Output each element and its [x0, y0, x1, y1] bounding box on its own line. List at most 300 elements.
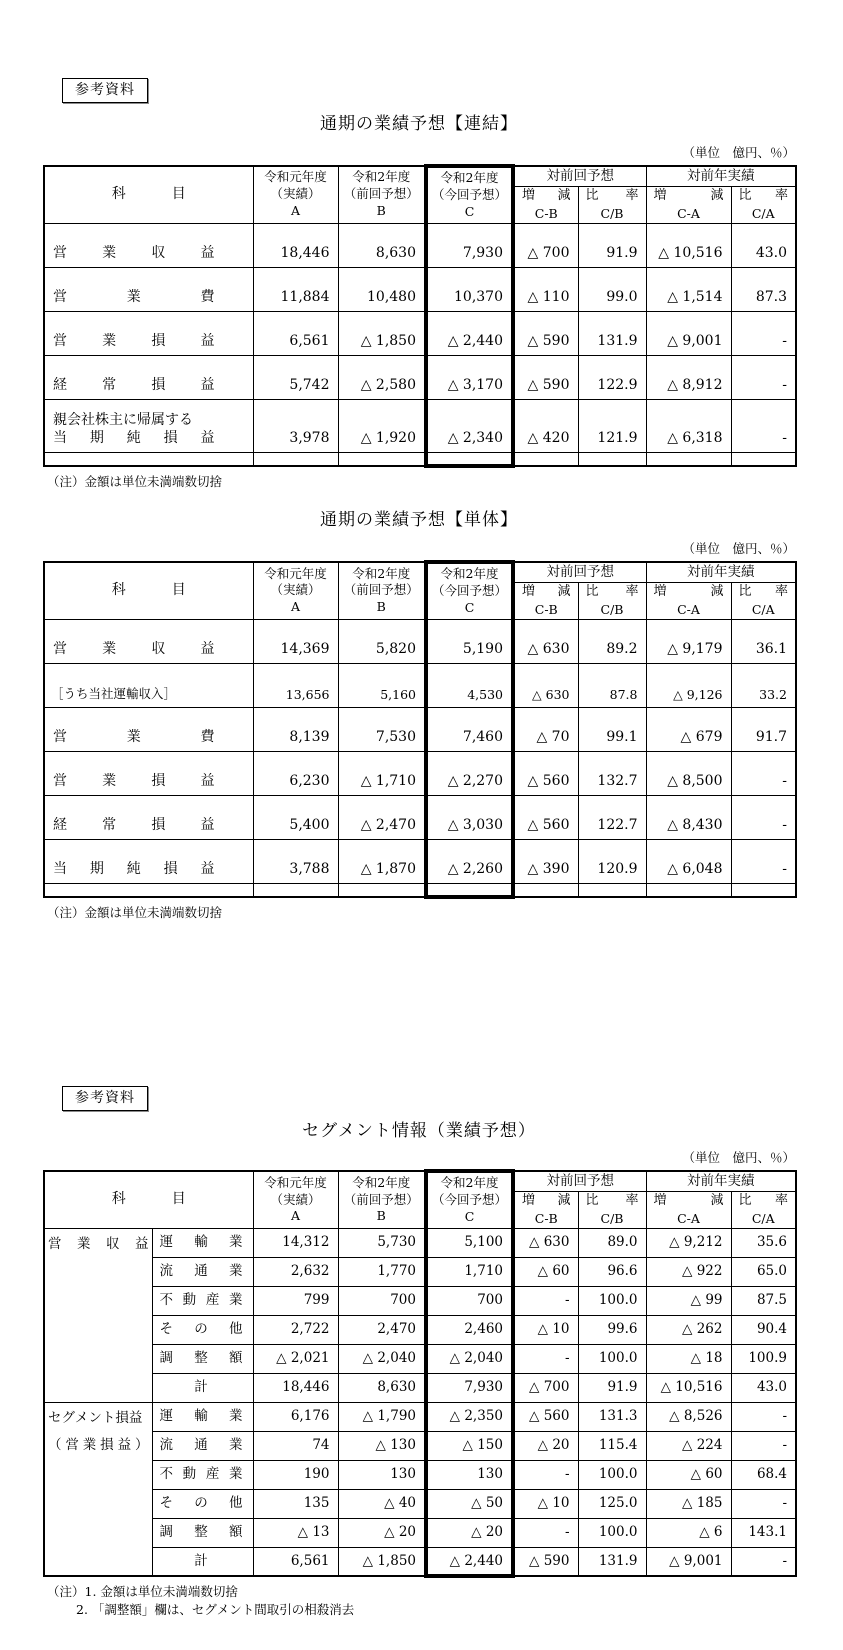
header-sub-top: 比 率	[738, 1192, 788, 1208]
value-cell: △ 2,350	[426, 1402, 513, 1431]
header-item-label: 科 目	[111, 582, 186, 599]
row-label	[44, 399, 253, 452]
header-sub-top: 比 率	[738, 187, 788, 203]
value-cell: 115.4	[578, 1431, 646, 1460]
value-cell: -	[513, 1518, 578, 1547]
header-band-0: 対前回予想	[513, 166, 646, 186]
value-cell: △ 70	[513, 707, 578, 751]
value-cell: △ 8,912	[646, 355, 731, 399]
value-cell: 14,312	[253, 1228, 338, 1257]
value-cell: △ 60	[513, 1257, 578, 1286]
spacer-row	[44, 452, 796, 466]
table-row	[44, 751, 796, 795]
segment-label	[152, 1228, 253, 1257]
row-label-text: 営 業 損 益	[53, 773, 215, 790]
value-cell: 7,460	[426, 707, 513, 751]
value-cell: 14,369	[253, 619, 338, 663]
value-cell: 99.0	[578, 267, 646, 311]
value-cell: 131.9	[578, 1547, 646, 1576]
value-cell: △ 9,001	[646, 311, 731, 355]
value-cell: 18,446	[253, 223, 338, 267]
value-cell: 18,446	[253, 1373, 338, 1402]
value-cell: 130	[338, 1460, 426, 1489]
spacer-cell	[646, 883, 731, 897]
header-sub-c-b	[513, 186, 578, 223]
header-sub-code: C/A	[751, 1211, 775, 1227]
segment-label	[152, 1286, 253, 1315]
row-label-line1: 親会社株主に帰属する	[53, 411, 193, 428]
segment-label	[152, 1518, 253, 1547]
value-cell: 8,630	[338, 223, 426, 267]
value-cell: △ 262	[646, 1315, 731, 1344]
table-row	[44, 619, 796, 663]
segment-label-text: 運 輸 業	[159, 1408, 243, 1425]
header-sub-code: C/A	[751, 601, 775, 617]
value-cell: 130	[426, 1460, 513, 1489]
segment-label	[152, 1373, 253, 1402]
header-sub-code: C-A	[677, 1211, 700, 1227]
row-label-text: 経 常 損 益	[53, 377, 215, 393]
segment-label	[152, 1431, 253, 1460]
value-cell: 33.2	[731, 663, 796, 707]
value-cell: △ 2,440	[426, 1547, 513, 1576]
value-cell: △ 1,850	[338, 311, 426, 355]
spacer-cell	[253, 452, 338, 466]
value-cell: 700	[426, 1286, 513, 1315]
value-cell: 7,530	[338, 707, 426, 751]
header-sub-ca	[731, 1191, 796, 1228]
spacer-cell	[338, 452, 426, 466]
value-cell: 132.7	[578, 751, 646, 795]
value-cell: 799	[253, 1286, 338, 1315]
header-band-1: 対前年実績	[646, 166, 796, 186]
header-sub-top: 増 減	[653, 187, 724, 203]
value-cell: △ 40	[338, 1489, 426, 1518]
value-cell: △ 9,001	[646, 1547, 731, 1576]
group-label-line2: （ 営 業 損 益 ）	[48, 1436, 149, 1453]
segment-label-text: 調 整 額	[159, 1350, 243, 1367]
header-sub-top: 比 率	[738, 583, 788, 599]
header-sub-ca	[731, 582, 796, 619]
header-sub-top: 増 減	[522, 187, 571, 203]
value-cell: -	[731, 839, 796, 883]
value-cell: △ 700	[513, 1373, 578, 1402]
row-label	[44, 839, 253, 883]
header-band-0: 対前回予想	[513, 562, 646, 582]
reference-material-box: 参考資料	[62, 1086, 148, 1111]
value-cell: △ 9,212	[646, 1228, 731, 1257]
value-cell: 5,100	[426, 1228, 513, 1257]
value-cell: △ 2,260	[426, 839, 513, 883]
value-cell: 100.0	[578, 1344, 646, 1373]
value-cell: -	[513, 1286, 578, 1315]
value-cell: △ 1,870	[338, 839, 426, 883]
table-row	[44, 223, 796, 267]
value-cell: △ 10	[513, 1315, 578, 1344]
segment-information-table	[43, 1169, 797, 1578]
row-label-text: 経 常 損 益	[53, 817, 215, 834]
value-cell: 125.0	[578, 1489, 646, 1518]
value-cell: △ 8,526	[646, 1402, 731, 1431]
value-cell: △ 2,040	[426, 1344, 513, 1373]
header-sub-ca	[731, 186, 796, 223]
table-row	[44, 267, 796, 311]
value-cell: 6,561	[253, 311, 338, 355]
value-cell: 5,160	[338, 663, 426, 707]
table-row	[44, 839, 796, 883]
nonconsolidated-table-note: （注）金額は単位未満端数切捨	[47, 905, 223, 921]
segment-label-text: 流 通 業	[159, 1263, 243, 1280]
value-cell: △ 150	[426, 1431, 513, 1460]
value-cell: △ 922	[646, 1257, 731, 1286]
header-sub-code: C/B	[600, 205, 624, 221]
header-year-c: 令和2年度 （今回予想） C	[426, 166, 513, 223]
group-label-line1: セグメント損益	[48, 1409, 143, 1426]
table-row	[44, 1431, 796, 1460]
value-cell: 1,710	[426, 1257, 513, 1286]
header-sub-top: 増 減	[522, 583, 571, 599]
segment-table-notes	[47, 1583, 843, 1619]
value-cell: △ 6,048	[646, 839, 731, 883]
value-cell: △ 2,340	[426, 399, 513, 452]
value-cell: △ 13	[253, 1518, 338, 1547]
table-row	[44, 1460, 796, 1489]
row-label	[44, 267, 253, 311]
header-sub-top: 比 率	[585, 187, 639, 203]
value-cell: 121.9	[578, 399, 646, 452]
spacer-cell	[426, 452, 513, 466]
header-band-1: 対前年実績	[646, 562, 796, 582]
value-cell: △ 1,920	[338, 399, 426, 452]
row-label	[44, 619, 253, 663]
header-year-a: 令和元年度 （実績） A	[253, 562, 338, 619]
value-cell: -	[731, 399, 796, 452]
value-cell: △ 2,021	[253, 1344, 338, 1373]
value-cell: △ 10	[513, 1489, 578, 1518]
value-cell: 68.4	[731, 1460, 796, 1489]
header-year-a: 令和元年度 （実績） A	[253, 166, 338, 223]
row-label	[44, 663, 253, 707]
header-sub-code: C/B	[600, 601, 624, 617]
segment-label-text: 計	[194, 1379, 208, 1396]
value-cell: △ 10,516	[646, 223, 731, 267]
table-row	[44, 311, 796, 355]
segment-label-text: そ の 他	[159, 1321, 243, 1338]
row-label	[44, 311, 253, 355]
segment-label	[152, 1489, 253, 1518]
value-cell: 120.9	[578, 839, 646, 883]
group-label-line1: 営 業 収 益	[48, 1235, 149, 1252]
value-cell: 36.1	[731, 619, 796, 663]
unit-note: （単位 億円、％）	[682, 541, 795, 557]
value-cell: 91.9	[578, 223, 646, 267]
value-cell: △ 1,850	[338, 1547, 426, 1576]
segment-label	[152, 1547, 253, 1576]
value-cell: 5,190	[426, 619, 513, 663]
header-band-0: 対前回予想	[513, 1171, 646, 1191]
table-row	[44, 1228, 796, 1257]
segment-label-text: 不 動 産 業	[159, 1292, 243, 1309]
header-item	[44, 1171, 253, 1228]
header-sub-code: C/B	[600, 1211, 624, 1227]
value-cell: 100.0	[578, 1518, 646, 1547]
value-cell: 7,930	[426, 1373, 513, 1402]
value-cell: 5,730	[338, 1228, 426, 1257]
segment-label-text: 計	[194, 1553, 208, 1570]
header-sub-top: 増 減	[653, 583, 724, 599]
header-sub-code: C-B	[534, 205, 558, 221]
consolidated-forecast-title: 通期の業績予想【連結】	[320, 114, 518, 134]
value-cell: △ 2,470	[338, 795, 426, 839]
header-item-label: 科 目	[111, 1191, 186, 1208]
value-cell: △ 10,516	[646, 1373, 731, 1402]
segment-label	[152, 1257, 253, 1286]
table-row	[44, 1489, 796, 1518]
group-label	[44, 1228, 152, 1402]
value-cell: 96.6	[578, 1257, 646, 1286]
header-sub-cb	[578, 1191, 646, 1228]
value-cell: -	[731, 1431, 796, 1460]
value-cell: △ 560	[513, 1402, 578, 1431]
value-cell: 87.3	[731, 267, 796, 311]
spacer-cell	[646, 452, 731, 466]
value-cell: 43.0	[731, 1373, 796, 1402]
value-cell: △ 2,580	[338, 355, 426, 399]
value-cell: △ 50	[426, 1489, 513, 1518]
table-row	[44, 663, 796, 707]
value-cell: 190	[253, 1460, 338, 1489]
value-cell: 89.0	[578, 1228, 646, 1257]
header-sub-code: C-B	[534, 601, 558, 617]
value-cell: 8,630	[338, 1373, 426, 1402]
value-cell: 131.9	[578, 311, 646, 355]
spacer-cell	[731, 883, 796, 897]
header-year-b: 令和2年度 （前回予想） B	[338, 166, 426, 223]
row-label	[44, 751, 253, 795]
value-cell: -	[731, 1489, 796, 1518]
header-item	[44, 166, 253, 223]
value-cell: △ 390	[513, 839, 578, 883]
value-cell: -	[731, 1402, 796, 1431]
value-cell: △ 1,790	[338, 1402, 426, 1431]
value-cell: 2,460	[426, 1315, 513, 1344]
spacer-cell	[578, 452, 646, 466]
value-cell: 10,480	[338, 267, 426, 311]
table-row	[44, 399, 796, 452]
header-item	[44, 562, 253, 619]
consolidated-table-note: （注）金額は単位未満端数切捨	[47, 474, 223, 489]
header-item-label: 科 目	[111, 186, 186, 202]
header-year-a: 令和元年度 （実績） A	[253, 1171, 338, 1228]
segment-label-text: そ の 他	[159, 1495, 243, 1512]
value-cell: △ 2,270	[426, 751, 513, 795]
value-cell: 5,820	[338, 619, 426, 663]
header-sub-code: C/A	[751, 205, 775, 221]
value-cell: 6,176	[253, 1402, 338, 1431]
value-cell: -	[731, 795, 796, 839]
reference-material-wrap	[62, 1086, 843, 1111]
reference-material-wrap	[62, 0, 843, 103]
spacer-cell	[44, 452, 253, 466]
value-cell: 2,470	[338, 1315, 426, 1344]
row-label-text: 営 業 収 益	[53, 641, 215, 658]
table-row	[44, 1257, 796, 1286]
row-label	[44, 795, 253, 839]
value-cell: 5,742	[253, 355, 338, 399]
value-cell: 8,139	[253, 707, 338, 751]
header-sub-top: 増 減	[653, 1192, 724, 1208]
value-cell: △ 20	[338, 1518, 426, 1547]
spacer-cell	[253, 883, 338, 897]
row-label-line2: 当 期 純 損 益	[53, 430, 215, 446]
value-cell: 2,632	[253, 1257, 338, 1286]
value-cell: 89.2	[578, 619, 646, 663]
value-cell: 131.3	[578, 1402, 646, 1431]
value-cell: 90.4	[731, 1315, 796, 1344]
value-cell: 100.0	[578, 1286, 646, 1315]
value-cell: 3,788	[253, 839, 338, 883]
value-cell: △ 3,030	[426, 795, 513, 839]
table-row	[44, 1518, 796, 1547]
value-cell: △ 18	[646, 1344, 731, 1373]
value-cell: 91.9	[578, 1373, 646, 1402]
table-row	[44, 1373, 796, 1402]
value-cell: 99.6	[578, 1315, 646, 1344]
value-cell: 91.7	[731, 707, 796, 751]
value-cell: △ 6	[646, 1518, 731, 1547]
value-cell: 13,656	[253, 663, 338, 707]
value-cell: 100.9	[731, 1344, 796, 1373]
value-cell: △ 630	[513, 663, 578, 707]
header-sub-c-b	[513, 1191, 578, 1228]
table-row	[44, 355, 796, 399]
value-cell: △ 420	[513, 399, 578, 452]
value-cell: △ 224	[646, 1431, 731, 1460]
value-cell: 5,400	[253, 795, 338, 839]
value-cell: 122.9	[578, 355, 646, 399]
nonconsolidated-forecast-table	[43, 560, 797, 899]
row-label	[44, 707, 253, 751]
value-cell: △ 700	[513, 223, 578, 267]
value-cell: △ 6,318	[646, 399, 731, 452]
value-cell: △ 679	[646, 707, 731, 751]
table-row	[44, 1315, 796, 1344]
value-cell: 4,530	[426, 663, 513, 707]
value-cell: 10,370	[426, 267, 513, 311]
value-cell: △ 3,170	[426, 355, 513, 399]
segment-label	[152, 1402, 253, 1431]
spacer-row	[44, 883, 796, 897]
row-label-text: ［うち当社運輸収入］	[51, 686, 177, 701]
group-label	[44, 1402, 152, 1576]
value-cell: △ 110	[513, 267, 578, 311]
value-cell: 74	[253, 1431, 338, 1460]
value-cell: △ 20	[426, 1518, 513, 1547]
spacer-cell	[338, 883, 426, 897]
unit-note: （単位 億円、％）	[682, 1150, 795, 1166]
header-sub-c-a	[646, 1191, 731, 1228]
row-label	[44, 223, 253, 267]
value-cell: 11,884	[253, 267, 338, 311]
unit-note: （単位 億円、％）	[682, 145, 795, 160]
value-cell: △ 185	[646, 1489, 731, 1518]
table-row	[44, 795, 796, 839]
value-cell: 122.7	[578, 795, 646, 839]
table-row	[44, 1547, 796, 1576]
value-cell: △ 590	[513, 355, 578, 399]
value-cell: 100.0	[578, 1460, 646, 1489]
header-sub-code: C-A	[677, 205, 700, 221]
spacer-cell	[731, 452, 796, 466]
row-label	[44, 355, 253, 399]
header-sub-c-a	[646, 582, 731, 619]
value-cell: 99.1	[578, 707, 646, 751]
value-cell: -	[731, 311, 796, 355]
header-sub-cb	[578, 186, 646, 223]
value-cell: 143.1	[731, 1518, 796, 1547]
value-cell: △ 60	[646, 1460, 731, 1489]
spacer-cell	[426, 883, 513, 897]
header-sub-c-b	[513, 582, 578, 619]
value-cell: 43.0	[731, 223, 796, 267]
spacer-cell	[44, 883, 253, 897]
table-row	[44, 1344, 796, 1373]
header-band-1: 対前年実績	[646, 1171, 796, 1191]
value-cell: 135	[253, 1489, 338, 1518]
header-sub-cb	[578, 582, 646, 619]
value-cell: 7,930	[426, 223, 513, 267]
header-year-c: 令和2年度 （今回予想） C	[426, 1171, 513, 1228]
value-cell: △ 560	[513, 795, 578, 839]
segment-table-note-2: 2. 「調整額」欄は、セグメント間取引の相殺消去	[76, 1602, 355, 1618]
header-year-b: 令和2年度 （前回予想） B	[338, 1171, 426, 1228]
value-cell: 700	[338, 1286, 426, 1315]
value-cell: △ 590	[513, 1547, 578, 1576]
segment-label	[152, 1315, 253, 1344]
header-sub-top: 比 率	[585, 1192, 639, 1208]
value-cell: △ 590	[513, 311, 578, 355]
value-cell: -	[513, 1460, 578, 1489]
table-row	[44, 1402, 796, 1431]
header-year-c: 令和2年度 （今回予想） C	[426, 562, 513, 619]
segment-table-note-1: （注）1. 金額は単位未満端数切捨	[47, 1584, 238, 1600]
value-cell: △ 8,500	[646, 751, 731, 795]
segment-label-text: 運 輸 業	[159, 1234, 243, 1251]
value-cell: 35.6	[731, 1228, 796, 1257]
segment-label-text: 流 通 業	[159, 1437, 243, 1454]
value-cell: △ 20	[513, 1431, 578, 1460]
value-cell: 6,561	[253, 1547, 338, 1576]
value-cell: 87.5	[731, 1286, 796, 1315]
header-sub-c-a	[646, 186, 731, 223]
value-cell: △ 560	[513, 751, 578, 795]
value-cell: △ 9,179	[646, 619, 731, 663]
value-cell: -	[731, 751, 796, 795]
value-cell: △ 630	[513, 1228, 578, 1257]
spacer-cell	[513, 452, 578, 466]
value-cell: 3,978	[253, 399, 338, 452]
value-cell: 87.8	[578, 663, 646, 707]
nonconsolidated-forecast-title: 通期の業績予想【単体】	[320, 510, 518, 531]
value-cell: △ 630	[513, 619, 578, 663]
row-label-text: 営 業 損 益	[53, 333, 215, 349]
spacer-cell	[513, 883, 578, 897]
value-cell: △ 1,710	[338, 751, 426, 795]
table-row	[44, 1286, 796, 1315]
value-cell: 6,230	[253, 751, 338, 795]
segment-label-text: 不 動 産 業	[159, 1466, 243, 1483]
value-cell: -	[731, 1547, 796, 1576]
